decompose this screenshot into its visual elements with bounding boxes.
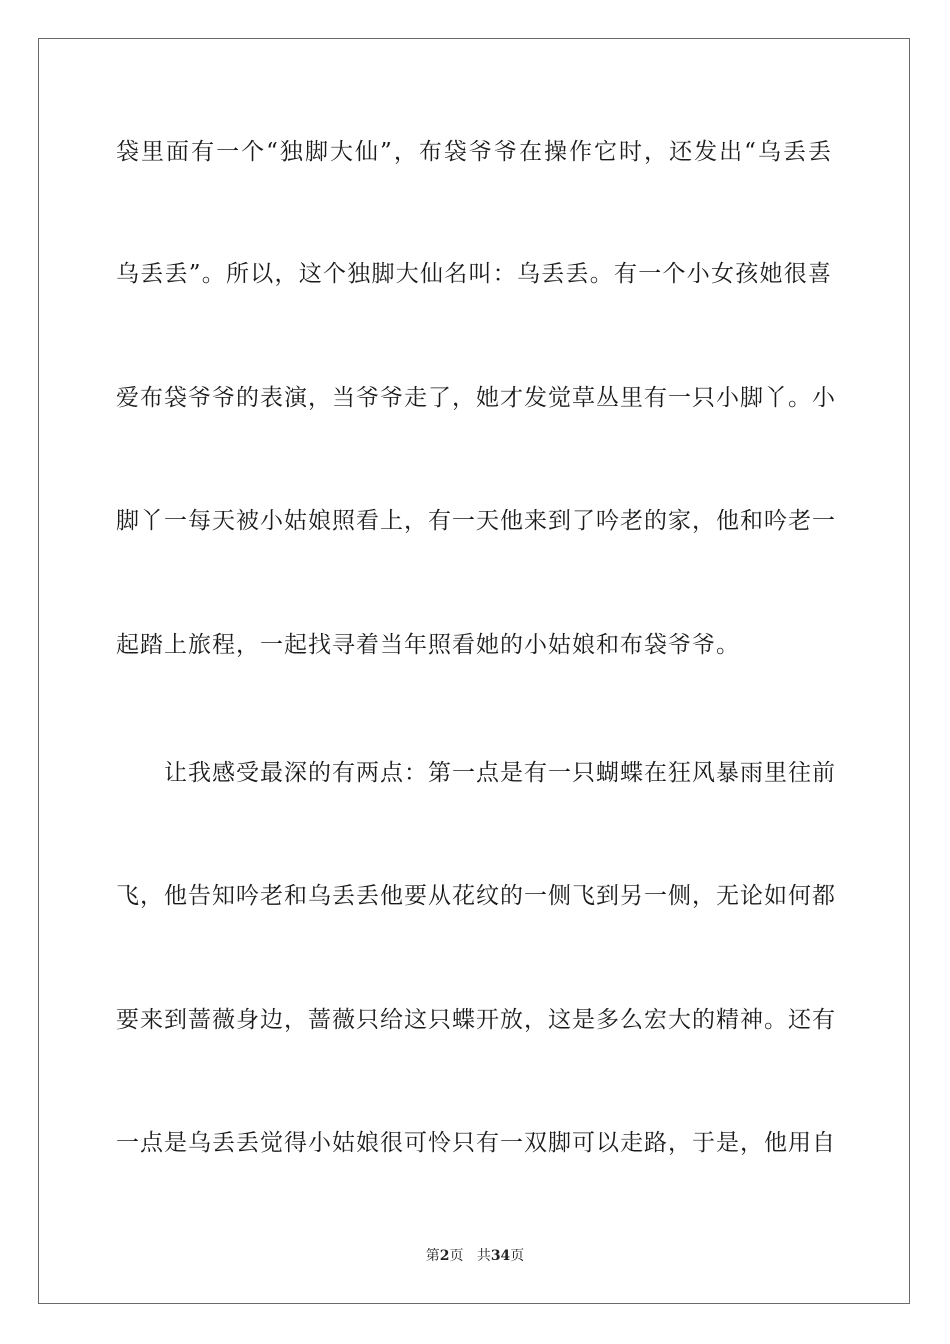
body-line-5: 起踏上旅程，一起找寻着当年照看她的小姑娘和布袋爷爷。	[116, 632, 740, 658]
footer-prefix: 第	[425, 1248, 440, 1264]
footer-total-pages: 34	[490, 1248, 511, 1264]
body-line-7: 飞，他告知吟老和乌丢丢他要从花纹的一侧飞到另一侧，无论如何都	[116, 883, 836, 909]
body-line-3: 爱布袋爷爷的表演，当爷爷走了，她才发觉草丛里有一只小脚丫。小	[116, 385, 836, 411]
footer-page-number: 2	[439, 1248, 450, 1264]
body-line-9: 一点是乌丢丢觉得小姑娘很可怜只有一双脚可以走路，于是，他用自	[116, 1130, 836, 1156]
page-border	[38, 38, 910, 1304]
body-line-1: 袋里面有一个“独脚大仙”，布袋爷爷在操作它时，还发出“乌丢丢	[116, 139, 832, 165]
page-footer	[0, 1245, 950, 1265]
footer-total-prefix: 共	[476, 1248, 491, 1264]
body-line-2: 乌丢丢”。所以，这个独脚大仙名叫：乌丢丢。有一个小女孩她很喜	[116, 261, 832, 287]
body-line-8: 要来到蔷薇身边，蔷薇只给这只蝶开放，这是多么宏大的精神。还有	[116, 1007, 836, 1033]
body-line-4: 脚丫一每天被小姑娘照看上，有一天他来到了吟老的家，他和吟老一	[116, 508, 836, 534]
body-line-6: 让我感受最深的有两点：第一点是有一只蝴蝶在狂风暴雨里往前	[164, 760, 836, 786]
footer-total-suffix: 页	[510, 1248, 525, 1264]
footer-page-suffix: 页	[449, 1248, 464, 1264]
